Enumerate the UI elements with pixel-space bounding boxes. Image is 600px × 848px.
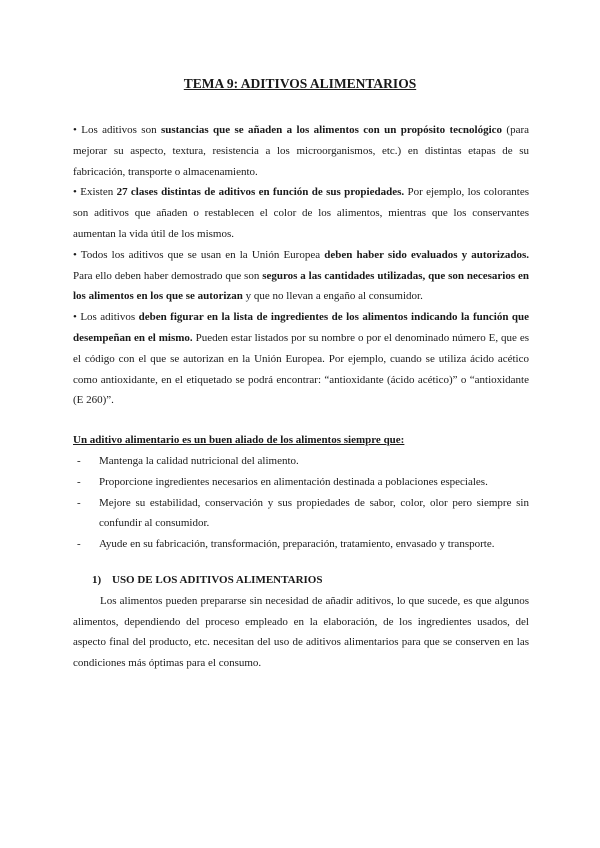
dash-marker: -: [77, 454, 81, 467]
subheading: Un aditivo alimentario es un buen aliado de los alimentos siempre que:: [73, 434, 405, 447]
bold-text: sustancias que se añaden a los alimentos con un propósito tecnológico: [160, 124, 503, 136]
dash-marker: -: [77, 496, 81, 509]
document-body: [73, 120, 529, 674]
list-item: [73, 451, 529, 472]
dash-marker: -: [77, 538, 81, 551]
list-item-text: Mantenga la calidad nutricional del alimento.: [99, 454, 299, 467]
bullet-paragraph: [73, 245, 529, 307]
text-run: Todos los aditivos que se usan en la Unión Europea: [80, 248, 325, 261]
section-title: USO DE LOS ADITIVOS ALIMENTARIOS: [112, 573, 323, 586]
text-run: y que no llevan a engaño al consumidor.: [242, 290, 423, 303]
bold-text: seguros a las cantidades utilizadas, que son necesarios en los alimentos en los que se autorizan: [73, 269, 529, 303]
conditions-list: [73, 451, 529, 555]
section-number: 1): [92, 573, 102, 586]
bold-text: 27 clases distintas de aditivos en función de sus propiedades.: [116, 186, 405, 199]
bold-text: deben haber sido evaluados y autorizados.: [324, 248, 529, 261]
bullet-marker: •: [73, 311, 77, 324]
list-item: [73, 472, 529, 493]
page-title: TEMA 9: ADITIVOS ALIMENTARIOS: [183, 76, 417, 91]
section-paragraph: Los alimentos pueden prepararse sin necesidad de añadir aditivos, lo que sucede, es que algunos alimentos, dependiendo del proceso empleado en la elaboración, de los ingredientes usados, del aspecto final del producto, etc. necesitan del uso de aditivos alimentarios para que se conserven en las condiciones más óptimas para el consumo.: [73, 594, 529, 670]
bullet-marker: •: [73, 186, 77, 199]
list-item-text: Mejore su estabilidad, conservación y sus propiedades de sabor, color, olor pero siempre sin confundir al consumidor.: [99, 496, 529, 530]
text-run: Existen: [80, 186, 117, 199]
list-item: [73, 534, 529, 555]
bullet-paragraph: [73, 120, 529, 182]
text-run: Pueden estar listados por su nombre o por el denominado número E, que es el código con el que se autorizan en la Unión Europea. Por ejemplo, cuando se utiliza ácido acético como antioxidante, en el etiquetado se podrá encontrar: “antioxidante (ácido acético)” o “antioxidante (E 260)”.: [73, 331, 529, 407]
list-item-text: Proporcione ingredientes necesarios en alimentación destinada a poblaciones especiales.: [99, 475, 488, 488]
section-heading: [73, 570, 529, 591]
bullet-paragraph: [73, 307, 529, 411]
bullet-list: [73, 120, 529, 411]
bullet-paragraph: [73, 182, 529, 244]
dash-marker: -: [77, 475, 81, 488]
list-item-text: Ayude en su fabricación, transformación, preparación, tratamiento, envasado y transporte.: [99, 538, 495, 551]
text-run: (para mejorar su aspecto, textura, resistencia a los microorganismos, etc.) en distintas etapas de su fabricación, transporte o almacenamiento.: [73, 124, 530, 178]
text-run: Para ello deben haber demostrado que son: [73, 269, 263, 282]
text-run: Por ejemplo, los colorantes son aditivos que añaden o restablecen el color de los alimentos, mientras que los conservantes aumentan la vida útil de los mismos.: [73, 186, 529, 240]
bullet-marker: •: [73, 124, 77, 136]
bold-text: deben figurar en la lista de ingredientes de los alimentos indicando la función que desempeñan en el mismo.: [73, 311, 530, 344]
text-run: Los aditivos son: [81, 124, 161, 136]
list-item: [73, 493, 529, 535]
bullet-marker: •: [73, 248, 77, 261]
text-run: Los aditivos: [80, 311, 139, 324]
